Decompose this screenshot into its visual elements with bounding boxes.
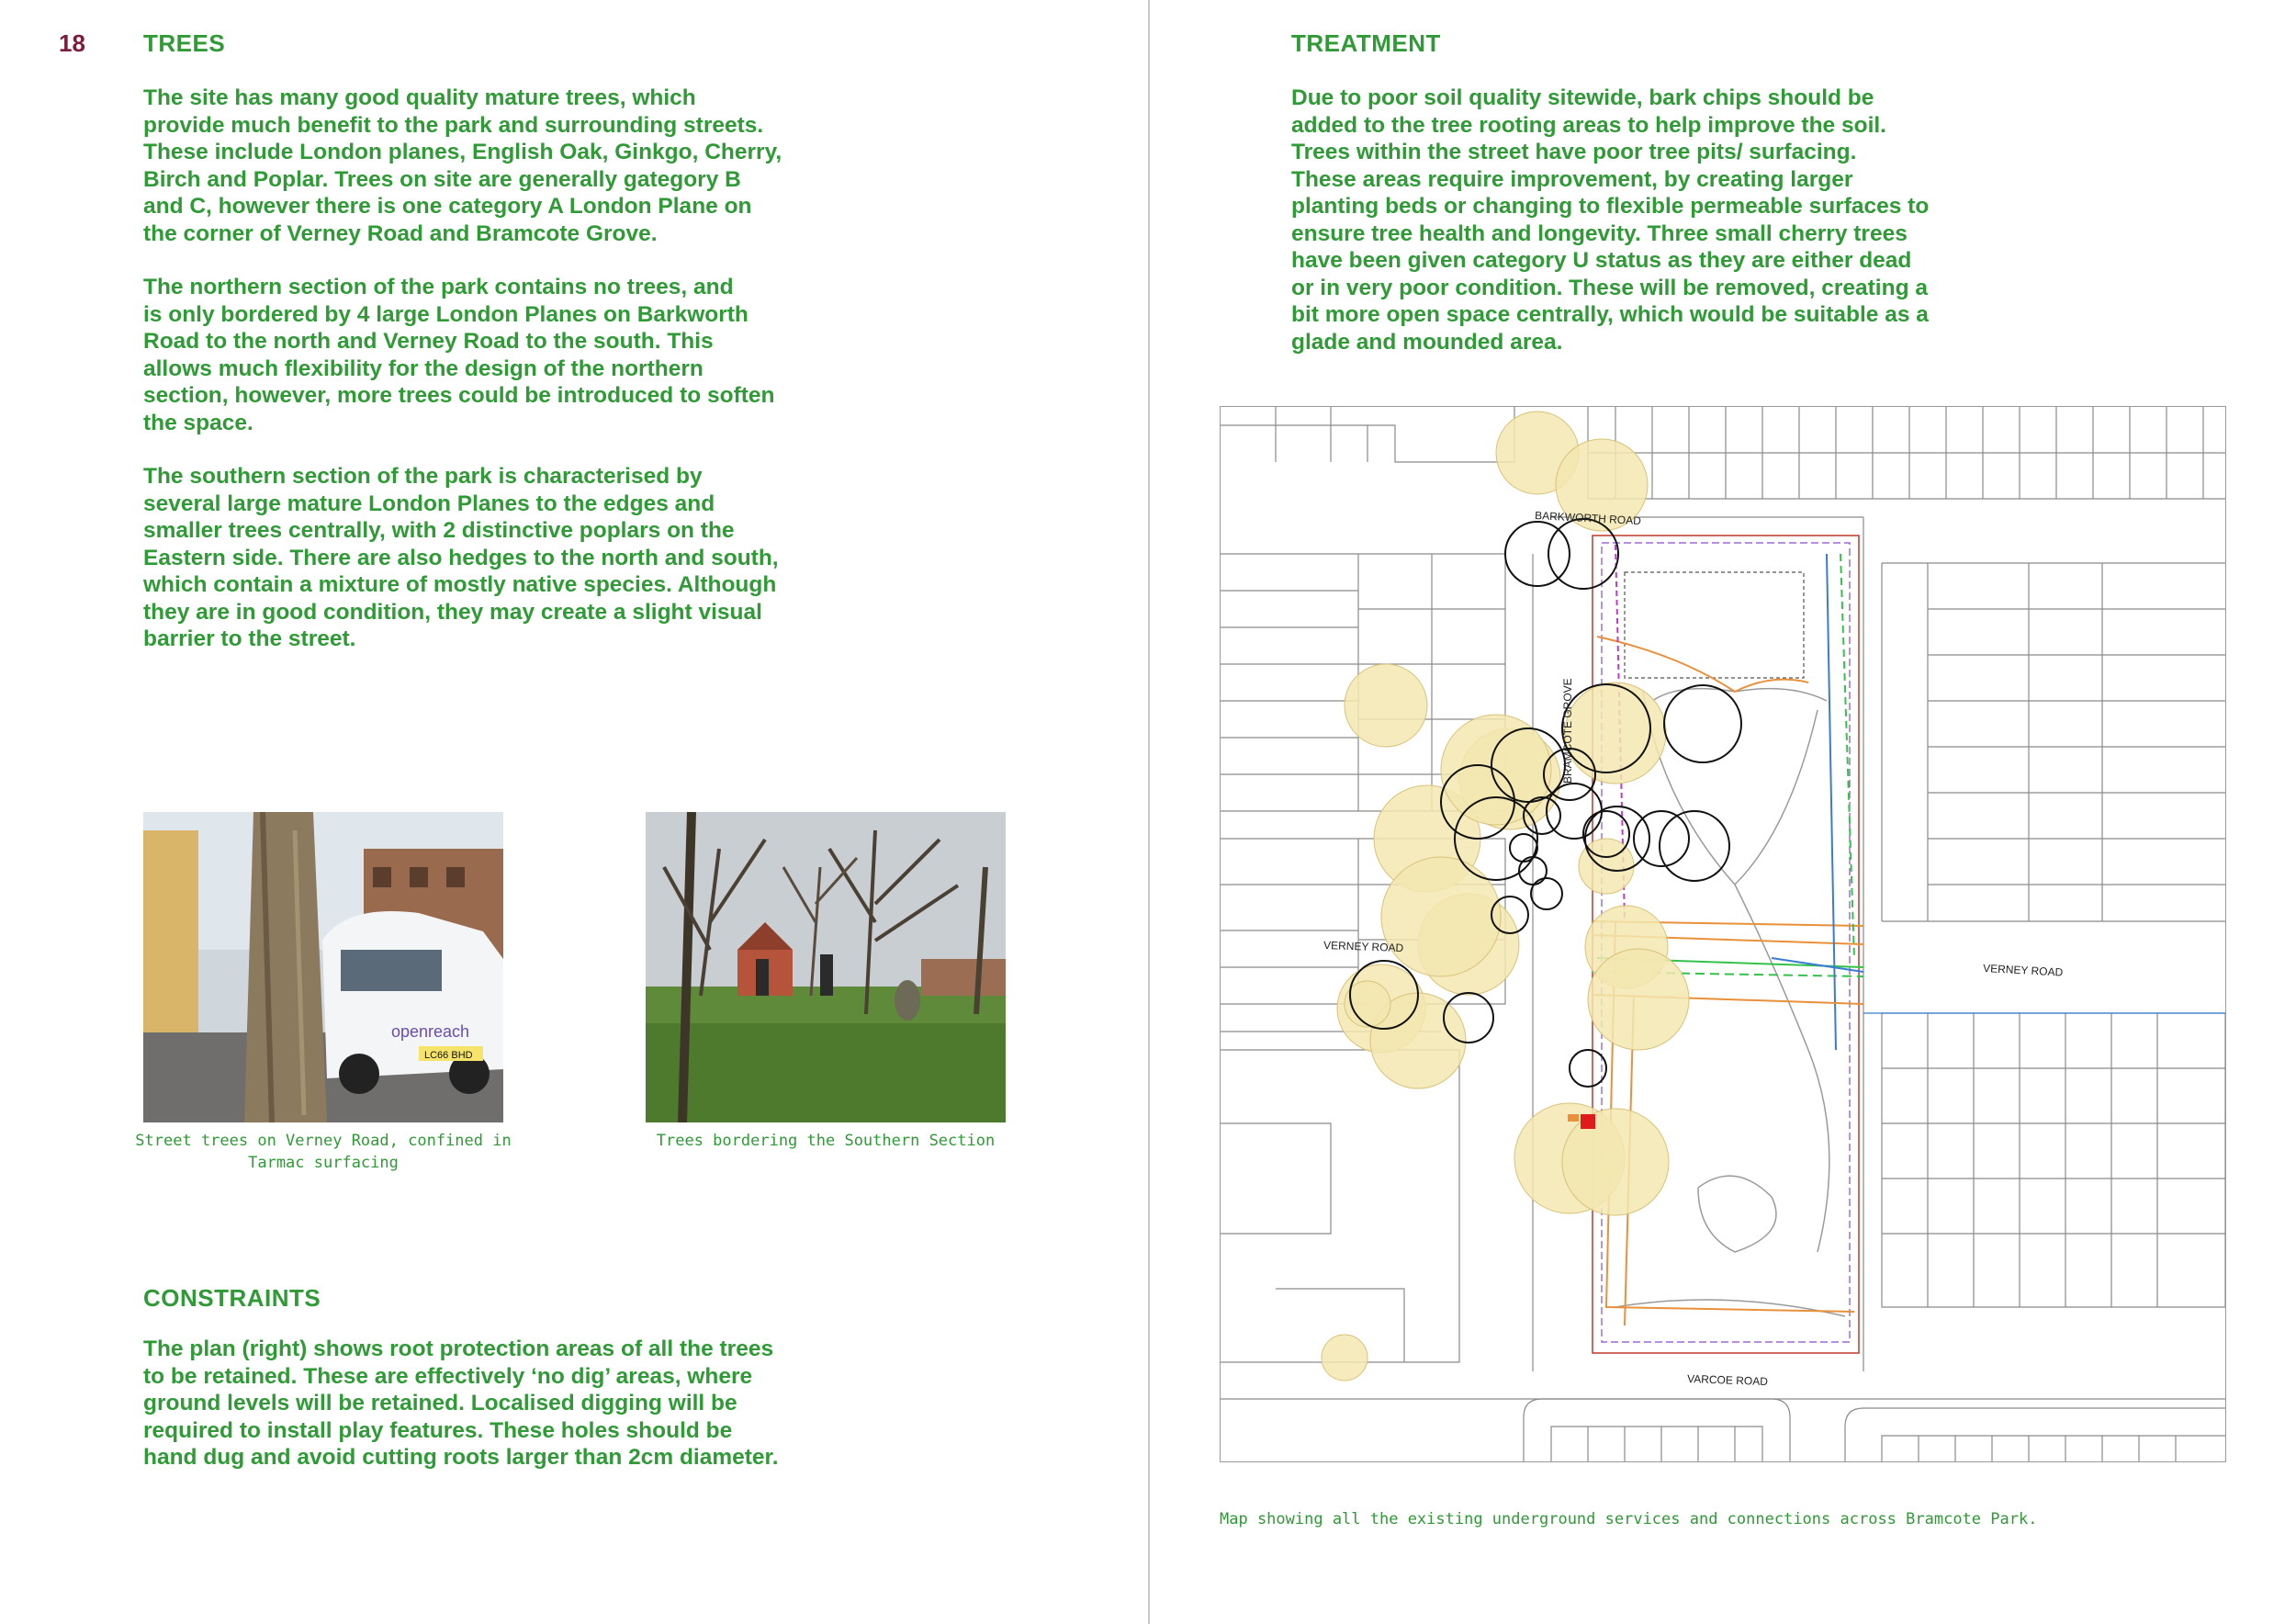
constraints-paragraph: The plan (right) shows root protection areas of all the trees to be retained. These are effectively ‘no dig’ areas, where ground levels will be retained. Localised digging will be required to install play features. These holes should be hand dug and avoid cutting roots larger than 2cm diameter.: [143, 1336, 779, 1470]
photo-street-trees: [143, 812, 503, 1122]
treatment-paragraph: Due to poor soil quality sitewide, bark chips should be added to the tree rooting areas to help improve the soil. Trees within the street have poor tree pits/ surfacing. These areas require improvement, by creating larger planting beds or changing to flexible permeable surfaces to ensure tree health and longevity. Three small cherry trees have been given category U status as they are either dead or in very poor condition. These will be removed, creating a bit more open space centrally, which would be suitable as a glade and mounded area.: [1291, 85, 1930, 355]
surrounding-buildings: [1221, 407, 2225, 1461]
photo-southern-section-image: [646, 812, 1006, 1122]
trees-paragraph-3: The southern section of the park is characterised by several large mature London Planes to the edges and smaller trees centrally, with 2 distinctive poplars on the Eastern side. There are also hedges to the north and south, which contain a mixture of mostly native species. Although they are in good condition, they may create a slight visual barrier to the street.: [143, 464, 779, 651]
map-caption: Map showing all the existing underground services and connections across Bramcote Park.: [1220, 1510, 2038, 1528]
site-map: [1220, 406, 2226, 1462]
label-verney-road-east: VERNEY ROAD: [1982, 962, 2064, 979]
page-number: 18: [59, 29, 85, 57]
trees-heading: TREES: [143, 29, 226, 57]
van-brand-text: openreach: [391, 1022, 470, 1041]
constraints-heading: CONSTRAINTS: [143, 1284, 321, 1312]
utility-marker: [1568, 1114, 1579, 1122]
underground-services: [1593, 545, 2225, 1325]
label-verney-road-west: VERNEY ROAD: [1322, 939, 1404, 955]
photo-southern-section: [646, 812, 1006, 1122]
photo-southern-section-caption: Trees bordering the Southern Section: [656, 1132, 996, 1150]
trees-paragraph-1: The site has many good quality mature trees, which provide much benefit to the park and surrounding streets. These include London planes, English Oak, Ginkgo, Cherry, Birch and Poplar. Trees on site are generally gategory B and C, however there is one category A London Plane on the corner of Verney Road and Bramcote Grove.: [143, 85, 782, 246]
photo-street-trees-image: [143, 812, 503, 1122]
label-varcoe-road: VARCOE ROAD: [1686, 1372, 1769, 1389]
trees-paragraph-2: The northern section of the park contains no trees, and is only bordered by 4 large London Planes on Barkworth Road to the north and Verney Road to the south. This allows much flexibility for the design of the northern section, however, more trees could be introduced to soften the space.: [143, 275, 775, 435]
site-map-drawing: [1221, 407, 2225, 1461]
label-bramcote-grove: BRAMCOTE GROVE: [1561, 678, 1574, 784]
van-plate-text: LC66 BHD: [424, 1050, 473, 1061]
page-divider: [1148, 0, 1150, 1624]
play-feature-marker: [1581, 1114, 1595, 1129]
label-barkworth-road: BARKWORTH ROAD: [1534, 509, 1642, 528]
treatment-heading: TREATMENT: [1291, 29, 1441, 57]
north-structure: [1625, 572, 1804, 678]
photo-street-trees-caption: Street trees on Verney Road, confined in Tarmac surfacing: [135, 1132, 512, 1172]
